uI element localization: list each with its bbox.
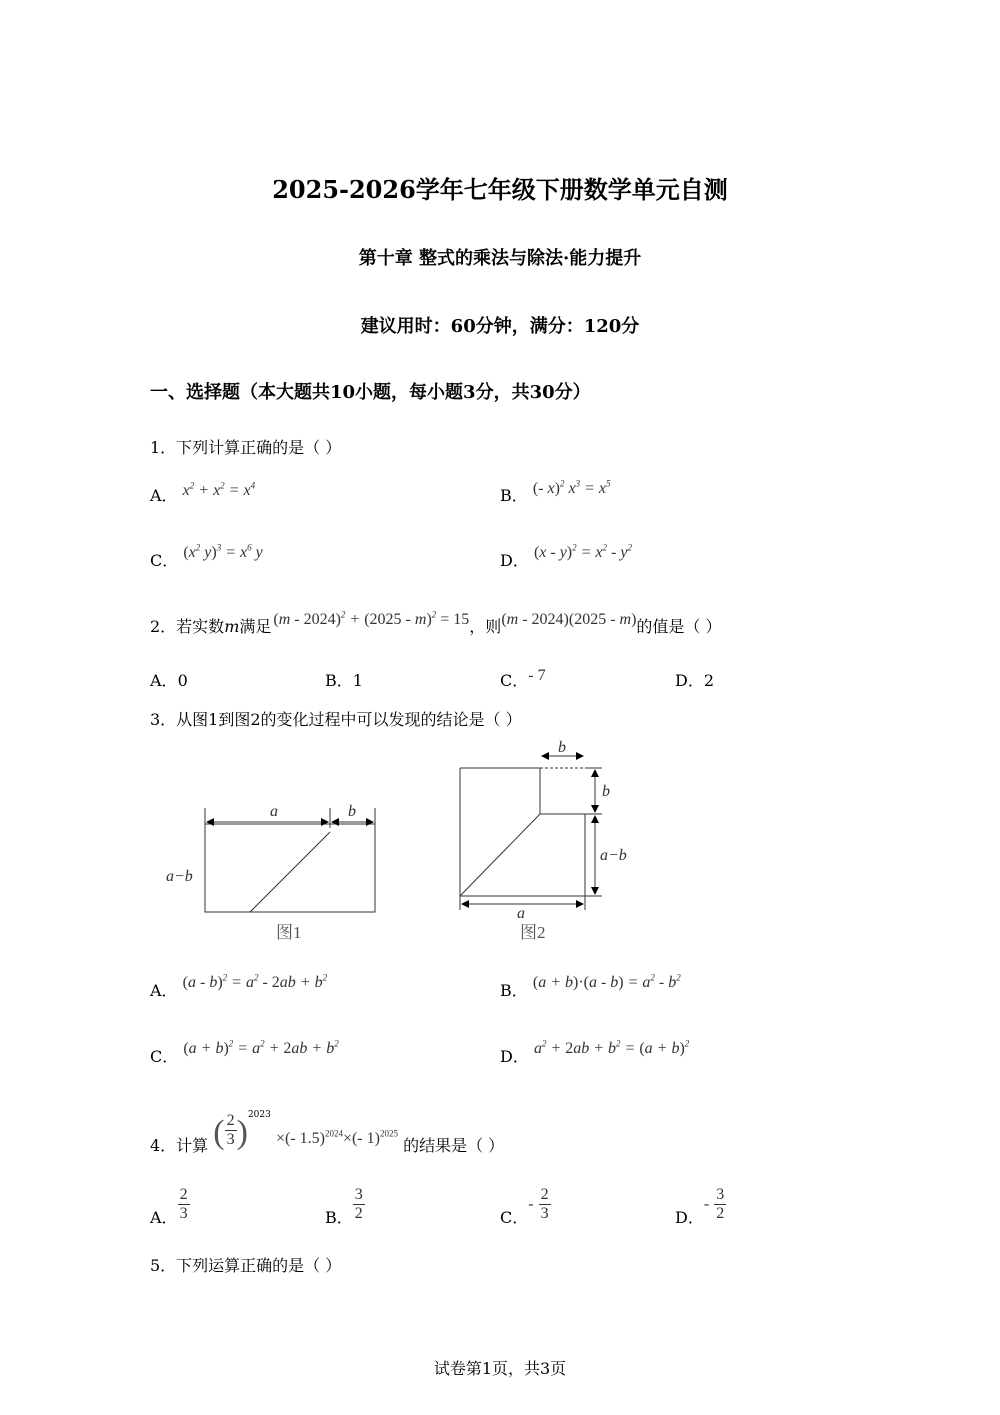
q3-option-b[interactable]: B． $(a + b)\cdot(a - b) = a^2 - b^2$ [500, 972, 681, 1000]
q1-option-a[interactable]: A． $x^2 + x^2 = x^4$ [150, 480, 256, 505]
question-2-stem: 2．若实数m满足 (m - 2024)$^2$ + (2025 - m)$^2$ = 15，则(m - 2024)(2025 - m)的值是（ ） [150, 609, 722, 636]
q4-option-a[interactable]: A． $\frac{2}{3}$ [150, 1186, 188, 1227]
q1-option-c[interactable]: C． ($x^2$ $y)^3 = x^6$ y [150, 542, 263, 570]
section-heading: 一、选择题（本大题共10小题，每小题3分，共30分） [150, 382, 591, 403]
question-5-stem: 5．下列运算正确的是（ ） [150, 1256, 342, 1275]
fig2-label-a: a [517, 905, 525, 922]
q1-option-d-expr: $(x - y)^2 = x^2 - y^2$ [533, 542, 632, 561]
q3-option-a[interactable]: A． $(a - b)^2 = a^2 - 2ab + b^2$ [150, 972, 328, 1000]
q2-option-b[interactable]: B．1 [325, 671, 363, 690]
q4-option-b[interactable]: B． $\frac{3}{2}$ [325, 1186, 363, 1227]
fig1-caption: 图1 [276, 923, 302, 942]
q1-option-d[interactable]: D． $(x - y)^2 = x^2 - y^2$ [500, 542, 632, 570]
q1-option-b-expr: (- x)$^2$ $x^3 = x^5$ [532, 478, 611, 497]
q4-option-c[interactable]: C．- $\frac{2}{3}$ [500, 1186, 549, 1227]
page-title: 2025-2026学年七年级下册数学单元自测 [272, 175, 728, 204]
fig2-caption: 图2 [520, 923, 546, 942]
question-1-stem: 1．下列计算正确的是（ ） [150, 438, 342, 457]
fig1-label-a: a [270, 803, 278, 820]
figure-2 [460, 756, 602, 910]
page-footer: 试卷第1页，共3页 [433, 1359, 567, 1378]
fig1-label-amb: a−b [166, 868, 193, 885]
fig2-label-b-top: b [558, 739, 566, 756]
question-3-stem: 3．从图1到图2的变化过程中可以发现的结论是（ ） [150, 710, 522, 729]
q4-option-d[interactable]: D．- $\frac{3}{2}$ [675, 1186, 725, 1227]
q2-condition-expr: (m - 2024)$^2$ + (2025 - m)$^2$ = 15 [273, 609, 470, 628]
fig2-label-b-side: b [602, 783, 610, 800]
chapter-subtitle: 第十章 整式的乘法与除法·能力提升 [358, 248, 642, 269]
q3-option-c[interactable]: C． $(a + b)^2 = a^2 + 2ab + b^2$ [150, 1038, 339, 1066]
question-4-stem: 4．计算 ( $\frac{2}{3}$ )$^{2023}$ ×(- 1.5)$^{2024}$×(- 1)$^{2025}$ 的结果是（ ） [150, 1109, 505, 1155]
exam-info: 建议用时：60分钟，满分：120分 [360, 316, 640, 337]
q1-option-b[interactable]: B． (- x)$^2$ $x^3 = x^5$ [500, 478, 611, 505]
q1-option-c-expr: ($x^2$ $y)^3 = x^6$ y [183, 542, 263, 561]
q3-figures [150, 738, 650, 948]
q2-target-expr: (m - 2024)(2025 - m) [501, 611, 637, 628]
q3-option-d[interactable]: D． $a^2 + 2ab + b^2 = (a + b)^2$ [500, 1038, 690, 1066]
figure-1 [205, 808, 375, 912]
q2-option-a[interactable]: A．0 [150, 671, 188, 690]
q1-option-a-expr: $x^2 + x^2 = x^4$ [182, 480, 256, 499]
q2-option-d[interactable]: D．2 [675, 671, 715, 690]
fig2-label-amb: a−b [600, 847, 627, 864]
fig1-label-b: b [348, 803, 356, 820]
q2-option-c[interactable]: C．- 7 [500, 667, 546, 690]
